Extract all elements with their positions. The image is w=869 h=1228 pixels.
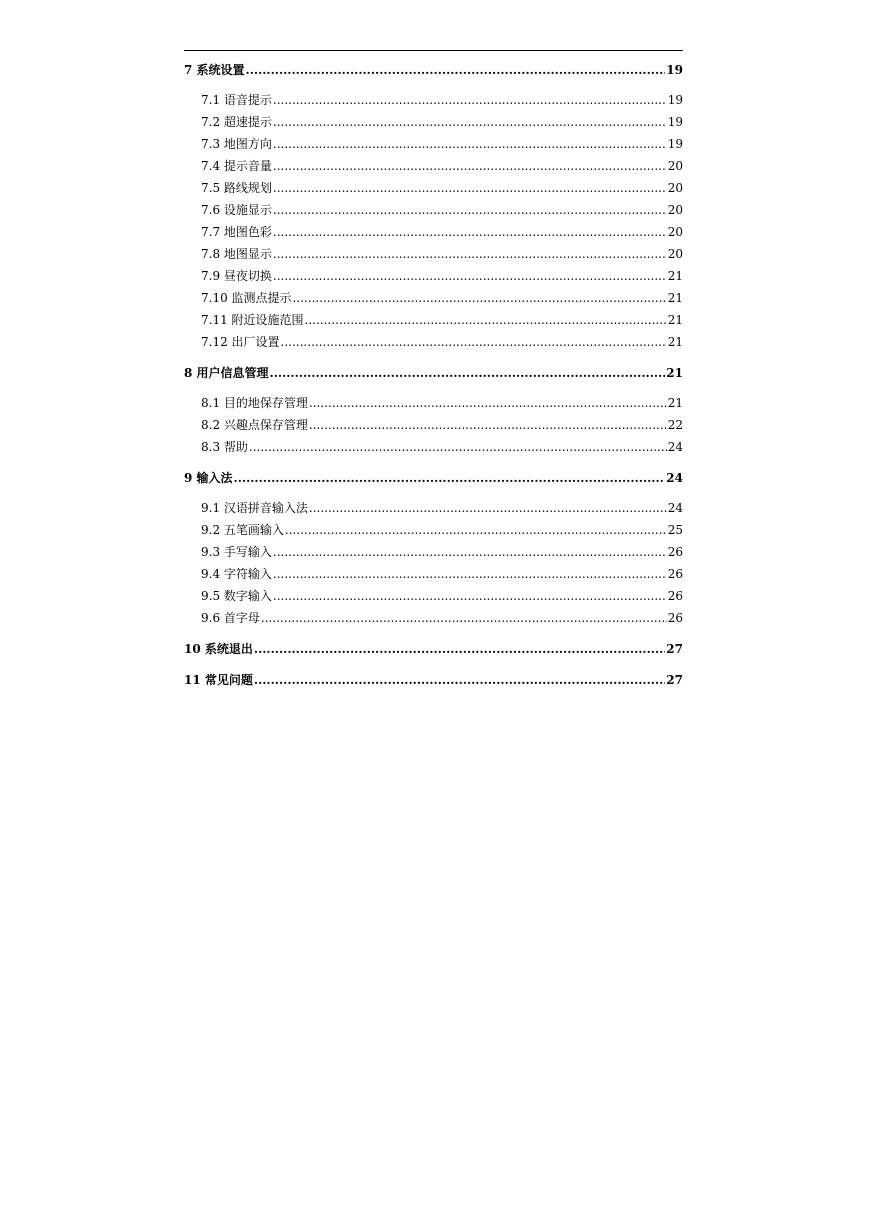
toc-dot-leader: [273, 265, 667, 287]
toc-section-entry[interactable]: [184, 331, 683, 353]
toc-page: [184, 50, 683, 699]
toc-dot-leader: [273, 563, 667, 585]
toc-dot-leader: [254, 638, 665, 660]
toc-page-number: 26: [667, 611, 683, 625]
toc-entry-title: 7.10 监测点提示: [201, 291, 292, 305]
toc-entry-title: 9.6 首字母: [201, 611, 260, 625]
toc-dot-leader: [273, 177, 667, 199]
toc-section-entry[interactable]: [184, 309, 683, 331]
toc-page-number: 20: [667, 159, 683, 173]
toc-dot-leader: [309, 497, 667, 519]
toc-section-entry[interactable]: [184, 519, 683, 541]
toc-dot-leader: [293, 287, 667, 309]
toc-dot-leader: [273, 243, 667, 265]
toc-dot-leader: [254, 669, 665, 691]
toc-entry-title: 9.2 五笔画输入: [201, 523, 284, 537]
toc-page-number: 21: [667, 269, 683, 283]
toc-dot-leader: [234, 467, 666, 489]
toc-entry-title: 7 系统设置: [184, 63, 245, 77]
toc-entry-title: 8.2 兴趣点保存管理: [201, 418, 308, 432]
toc-section-entry[interactable]: [184, 414, 683, 436]
toc-entry-title: 7.5 路线规划: [201, 181, 272, 195]
toc-dot-leader: [273, 111, 667, 133]
toc-section-entry[interactable]: [184, 199, 683, 221]
toc-entry-title: 9 输入法: [184, 471, 233, 485]
toc-entry-title: 9.4 字符输入: [201, 567, 272, 581]
toc-section-entry[interactable]: [184, 265, 683, 287]
toc-page-number: 24: [666, 471, 683, 485]
toc-page-number: 25: [667, 523, 683, 537]
toc-entry-title: 9.5 数字输入: [201, 589, 272, 603]
toc-entry-title: 7.4 提示音量: [201, 159, 272, 173]
toc-entry-title: 7.2 超速提示: [201, 115, 272, 129]
toc-page-number: 21: [667, 335, 683, 349]
toc-page-number: 21: [667, 396, 683, 410]
toc-page-number: 26: [667, 589, 683, 603]
toc-dot-leader: [273, 133, 667, 155]
toc-dot-leader: [246, 59, 666, 81]
toc-entry-title: 11 常见问题: [184, 673, 253, 687]
toc-page-number: 24: [667, 440, 683, 454]
toc-entry-title: 7.3 地图方向: [201, 137, 272, 151]
toc-entry-title: 7.11 附近设施范围: [201, 313, 304, 327]
toc-section-entry[interactable]: [184, 541, 683, 563]
toc-page-number: 26: [667, 545, 683, 559]
toc-entry-title: 8.3 帮助: [201, 440, 248, 454]
toc-chapter-entry[interactable]: [184, 638, 683, 660]
toc-page-number: 19: [667, 115, 683, 129]
toc-entry-title: 7.8 地图显示: [201, 247, 272, 261]
toc-section-entry[interactable]: [184, 221, 683, 243]
toc-entry-title: 7.12 出厂设置: [201, 335, 280, 349]
toc-page-number: 24: [667, 501, 683, 515]
toc-page-number: 21: [667, 313, 683, 327]
toc-dot-leader: [249, 436, 667, 458]
toc-section-entry[interactable]: [184, 287, 683, 309]
toc-dot-leader: [309, 414, 667, 436]
toc-dot-leader: [273, 199, 667, 221]
toc-chapter-entry[interactable]: [184, 59, 683, 81]
toc-entry-title: 8 用户信息管理: [184, 366, 269, 380]
toc-dot-leader: [305, 309, 667, 331]
toc-page-number: 20: [667, 181, 683, 195]
toc-entry-title: 7.6 设施显示: [201, 203, 272, 217]
toc-dot-leader: [270, 362, 666, 384]
toc-entry-title: 8.1 目的地保存管理: [201, 396, 308, 410]
toc-entry-title: 9.3 手写输入: [201, 545, 272, 559]
toc-section-entry[interactable]: [184, 89, 683, 111]
toc-page-number: 20: [667, 247, 683, 261]
toc-section-entry[interactable]: [184, 177, 683, 199]
toc-chapter-entry[interactable]: [184, 669, 683, 691]
toc-dot-leader: [273, 221, 667, 243]
toc-page-number: 19: [667, 93, 683, 107]
toc-section-entry[interactable]: [184, 155, 683, 177]
toc-dot-leader: [273, 585, 667, 607]
toc-entry-title: 7.7 地图色彩: [201, 225, 272, 239]
toc-dot-leader: [285, 519, 667, 541]
toc-page-number: 20: [667, 225, 683, 239]
toc-entry-title: 7.1 语音提示: [201, 93, 272, 107]
toc-dot-leader: [273, 541, 667, 563]
toc-page-number: 21: [667, 291, 683, 305]
toc-page-number: 19: [667, 137, 683, 151]
toc-section-entry[interactable]: [184, 585, 683, 607]
toc-dot-leader: [273, 155, 667, 177]
toc-page-number: 26: [667, 567, 683, 581]
toc-entry-title: 7.9 昼夜切换: [201, 269, 272, 283]
toc-section-entry[interactable]: [184, 133, 683, 155]
header-rule: [184, 50, 683, 51]
toc-entry-title: 10 系统退出: [184, 642, 253, 656]
toc-section-entry[interactable]: [184, 563, 683, 585]
toc-dot-leader: [309, 392, 667, 414]
toc-section-entry[interactable]: [184, 436, 683, 458]
toc-page-number: 27: [666, 673, 683, 687]
toc-chapter-entry[interactable]: [184, 362, 683, 384]
toc-section-entry[interactable]: [184, 497, 683, 519]
toc-page-number: 27: [666, 642, 683, 656]
toc-section-entry[interactable]: [184, 243, 683, 265]
toc-section-entry[interactable]: [184, 111, 683, 133]
toc-dot-leader: [261, 607, 667, 629]
toc-section-entry[interactable]: [184, 607, 683, 629]
toc-page-number: 19: [666, 63, 683, 77]
toc-page-number: 22: [667, 418, 683, 432]
toc-chapter-entry[interactable]: [184, 467, 683, 489]
toc-dot-leader: [273, 89, 667, 111]
toc-dot-leader: [281, 331, 667, 353]
toc-page-number: 20: [667, 203, 683, 217]
toc-page-number: 21: [666, 366, 683, 380]
toc-section-entry[interactable]: [184, 392, 683, 414]
table-of-contents: [184, 59, 683, 691]
toc-entry-title: 9.1 汉语拼音输入法: [201, 501, 308, 515]
